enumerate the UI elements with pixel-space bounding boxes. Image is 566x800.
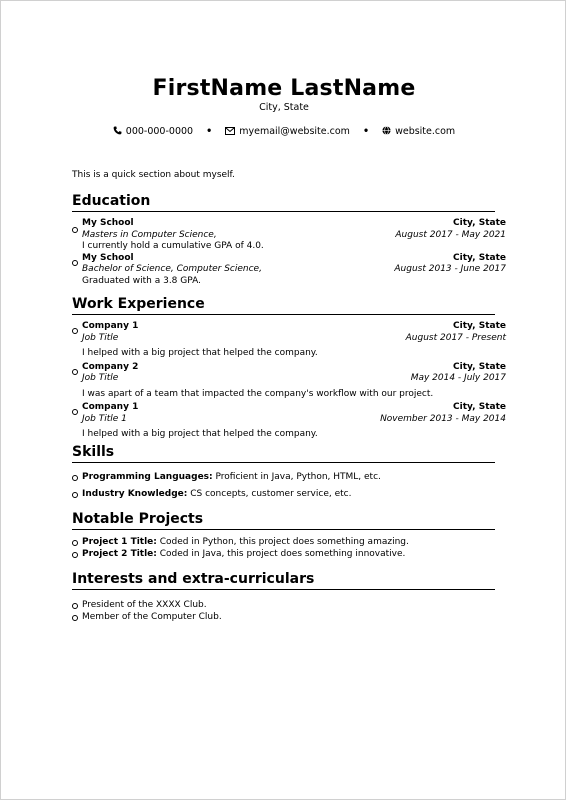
dates: August 2017 - May 2021	[395, 229, 506, 240]
work-entry	[72, 361, 506, 401]
project-label: Project 2 Title:	[82, 549, 157, 559]
circle-bullet-icon	[72, 409, 78, 415]
phone-icon	[113, 126, 122, 135]
circle-bullet-icon	[72, 227, 78, 233]
skill-label: Programming Languages:	[82, 472, 213, 482]
circle-bullet-icon	[72, 475, 78, 481]
dates: November 2013 - May 2014	[380, 413, 506, 424]
contact-separator: •	[206, 126, 213, 137]
circle-bullet-icon	[72, 260, 78, 266]
company-location: City, State	[453, 321, 506, 331]
education-entry	[72, 218, 506, 253]
company-location: City, State	[453, 361, 506, 372]
section-title: Work Experience	[72, 296, 495, 315]
skills-section	[72, 444, 495, 500]
education-entry	[72, 252, 506, 288]
school-name: My School	[82, 218, 134, 228]
degree: Masters in Computer Science,	[82, 229, 217, 240]
list-item	[72, 471, 495, 483]
list-item	[72, 548, 495, 560]
circle-bullet-icon	[72, 615, 78, 621]
projects-section	[72, 511, 495, 560]
skill-label: Industry Knowledge:	[82, 489, 188, 499]
company-location: City, State	[453, 402, 506, 412]
education-note: I currently hold a cumulative GPA of 4.0.	[82, 241, 264, 251]
dates: May 2014 - July 2017	[410, 373, 506, 383]
resume-header	[1, 76, 566, 114]
job-description: I was apart of a team that impacted the company's workflow with our project.	[82, 388, 434, 399]
skill-text: Proficient in Java, Python, HTML, etc.	[215, 472, 381, 482]
circle-bullet-icon	[72, 540, 78, 546]
work-section	[72, 296, 506, 441]
skill-text: CS concepts, customer service, etc.	[190, 489, 352, 499]
job-title: Job Title	[82, 332, 119, 343]
degree: Bachelor of Science, Computer Science,	[82, 264, 262, 274]
company-name: Company 2	[82, 361, 139, 372]
work-entry	[72, 321, 506, 360]
phone-number: 000-000-0000	[125, 126, 194, 137]
circle-bullet-icon	[72, 328, 78, 334]
website-contact[interactable]	[382, 125, 455, 138]
company-name: Company 1	[82, 321, 139, 331]
contact-separator: •	[362, 126, 370, 137]
email-address[interactable]: myemail@website.com	[239, 126, 350, 137]
company-name: Company 1	[82, 402, 139, 412]
email-contact[interactable]	[225, 125, 350, 138]
section-title: Skills	[72, 444, 495, 463]
section-title: Notable Projects	[72, 511, 495, 530]
projects-list	[72, 536, 495, 560]
education-section	[72, 193, 506, 287]
dates: August 2013 - June 2017	[394, 264, 506, 274]
contact-line	[1, 125, 566, 138]
project-label: Project 1 Title:	[82, 537, 157, 547]
interests-section	[72, 571, 495, 623]
list-item	[72, 599, 495, 611]
globe-icon	[382, 126, 391, 135]
job-description: I helped with a big project that helped the company.	[82, 348, 318, 358]
about-text: This is a quick section about myself.	[72, 170, 235, 180]
list-item	[72, 611, 495, 623]
interests-list	[72, 599, 495, 623]
envelope-icon	[225, 127, 235, 135]
circle-bullet-icon	[72, 552, 78, 558]
list-item	[72, 536, 495, 548]
website-url[interactable]: website.com	[395, 126, 456, 137]
interest-text: Member of the Computer Club.	[82, 612, 222, 622]
project-text: Coded in Python, this project does something amazing.	[159, 537, 409, 547]
interest-text: President of the XXXX Club.	[82, 600, 207, 610]
full-name: FirstName LastName	[152, 76, 416, 101]
school-location: City, State	[453, 218, 506, 228]
job-title: Job Title	[82, 373, 119, 383]
circle-bullet-icon	[72, 369, 78, 375]
school-location: City, State	[453, 252, 506, 263]
phone-contact	[113, 125, 193, 138]
job-title: Job Title 1	[82, 413, 127, 424]
section-title: Interests and extra-curriculars	[72, 571, 495, 590]
work-entry	[72, 402, 506, 441]
education-note: Graduated with a 3.8 GPA.	[82, 275, 201, 286]
job-description: I helped with a big project that helped the company.	[82, 429, 318, 439]
circle-bullet-icon	[72, 603, 78, 609]
dates: August 2017 - Present	[405, 332, 506, 343]
skills-list	[72, 471, 495, 500]
header-location: City, State	[259, 102, 309, 113]
circle-bullet-icon	[72, 492, 78, 498]
project-text: Coded in Java, this project does something innovative.	[159, 549, 406, 559]
section-title: Education	[72, 193, 495, 212]
school-name: My School	[82, 252, 134, 263]
list-item	[72, 488, 495, 500]
